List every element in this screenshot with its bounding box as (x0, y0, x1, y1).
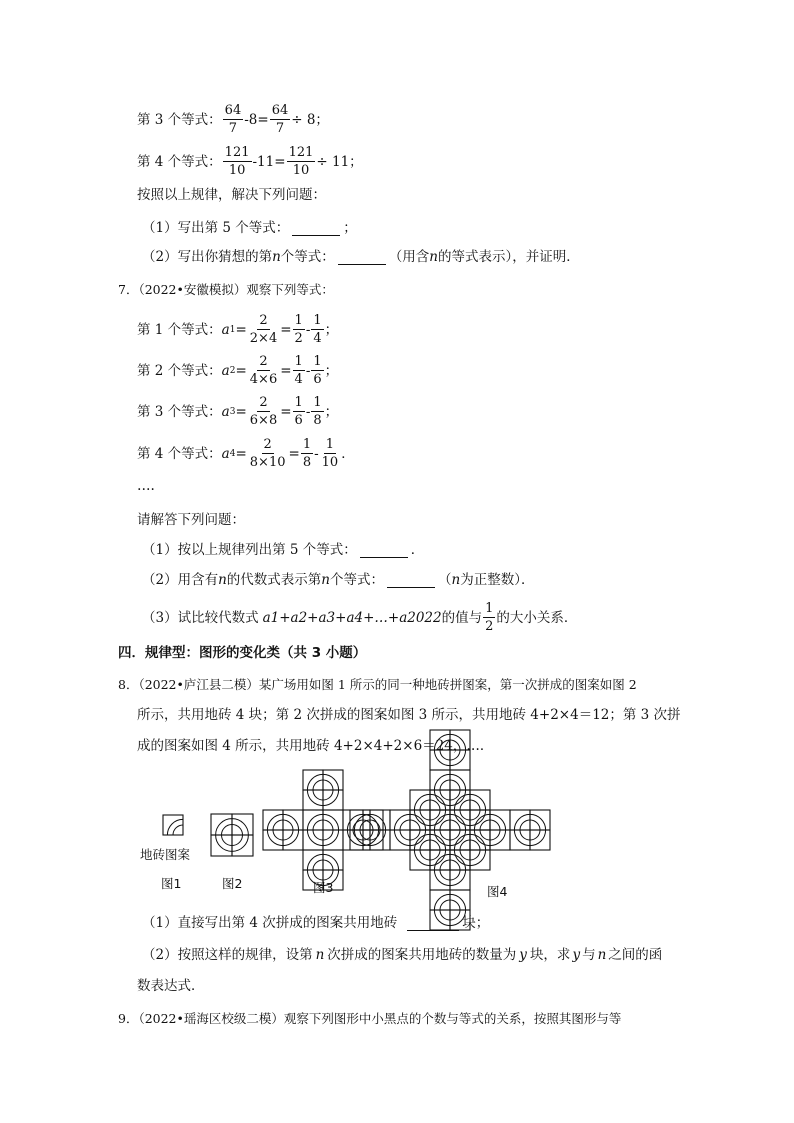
problem-text: 8．（2022•庐江县二模）某广场用如图 1 所示的同一种地砖拼图案，第一次拼成的图案如图 2 (118, 677, 637, 692)
eq-text: ； (324, 403, 339, 420)
tile-arc (307, 814, 323, 830)
tile-arc (530, 830, 540, 840)
question-text: （2）写出你猜想的第 (142, 249, 273, 265)
numerator: 64 (271, 103, 289, 118)
tile-arc (410, 830, 420, 840)
question-text: 的等式表示），并证明． (438, 249, 580, 265)
tile-arc (530, 820, 540, 830)
equals-sign: = (235, 321, 247, 338)
tile-arc (450, 750, 466, 766)
numerator: 1 (294, 354, 303, 369)
question-text: 的值与 (441, 609, 483, 626)
tile-arc (490, 830, 506, 846)
variable-n: n (272, 249, 281, 265)
subscript: 2 (229, 365, 236, 376)
tile-arc (273, 830, 283, 840)
tile-arc (440, 780, 450, 790)
denominator: 10 (228, 163, 246, 178)
minus-sign: - (305, 362, 311, 379)
question-text: （3）试比较代数式 (142, 609, 259, 626)
tile-arc (420, 840, 430, 850)
section-title: 四．规律型：图形的变化类（共 3 小题） (118, 645, 367, 661)
subscript: 3 (229, 406, 236, 417)
question-text: ． (410, 542, 425, 558)
problem-text: 成的图案如图 4 所示，共用地砖 4+2×4+2×6＝24，…． (137, 738, 494, 754)
numerator: 1 (325, 437, 335, 452)
tile-arc (430, 840, 440, 850)
question-text: （1）按以上规律列出第 5 个等式： (142, 542, 357, 558)
denominator: 4×6 (249, 372, 278, 387)
question-text: （2）按照这样的规律，设第 (142, 947, 313, 963)
variable-n: n (321, 572, 330, 588)
variable-a: a (221, 321, 230, 338)
question-text: ； (343, 220, 357, 236)
tile-arc (222, 835, 233, 846)
denominator: 10 (292, 163, 310, 178)
tile-arc (323, 830, 333, 840)
numerator: 1 (294, 395, 303, 410)
numerator: 1 (313, 354, 322, 369)
denominator: 8×10 (249, 455, 286, 470)
tile-arc (354, 814, 370, 830)
tile-arc (434, 774, 450, 790)
problem-text: 所示，共用地砖 4 块；第 2 次拼成的图案如图 3 所示，共用地砖 4+2×4＝12；第 3 次拼 (137, 707, 681, 723)
tile-arc (440, 860, 450, 870)
tile-arc (173, 825, 183, 835)
tile-arc (394, 814, 410, 830)
tile-arc (167, 819, 183, 835)
tile-arc (434, 870, 450, 886)
variable-n: n (218, 572, 227, 588)
question-text: 次拼成的图案共用地砖的数量为 (327, 947, 517, 963)
tile-arc (420, 850, 430, 860)
tile-arc (414, 794, 430, 810)
tile-arc (222, 825, 233, 836)
tile-arc (354, 830, 370, 846)
tile-arc (450, 780, 460, 790)
numerator: 2 (259, 313, 268, 328)
question-text: 与 (582, 947, 596, 963)
tile-arc (400, 830, 410, 840)
tile-arc (267, 814, 283, 830)
question-text: 块，求 (529, 947, 571, 963)
tile-arc (410, 820, 420, 830)
tile-arc (530, 814, 546, 830)
tile-arc (450, 830, 460, 840)
tile-arc (400, 820, 410, 830)
tile-arc (460, 840, 470, 850)
numerator: 1 (313, 395, 322, 410)
eq-label: 第 3 个等式： (137, 403, 222, 420)
tile-arc (440, 870, 450, 880)
question-text: 块； (462, 915, 490, 931)
tile-arc (480, 830, 490, 840)
figure-2-label: 图2 (222, 876, 243, 891)
eq-text: ； (324, 321, 339, 338)
numerator: 1 (313, 313, 322, 328)
tile-arc (323, 820, 333, 830)
tile-arc (470, 794, 486, 810)
tile-arc (430, 810, 440, 820)
tile-arc (323, 774, 339, 790)
question-text: （ (438, 572, 452, 588)
tile-arc (313, 790, 323, 800)
tile-arc (520, 820, 530, 830)
denominator: 4 (313, 331, 322, 346)
eq-label: 第 4 个等式： (137, 153, 222, 170)
denominator: 10 (321, 455, 339, 470)
variable-y: y (519, 947, 527, 963)
eq-label: 第 2 个等式： (137, 362, 222, 379)
tile-arc (283, 830, 293, 840)
numerator: 2 (259, 395, 268, 410)
tile-arc (216, 835, 232, 851)
tile-arc (530, 830, 546, 846)
tile-arc (440, 740, 450, 750)
tile-arc (323, 860, 333, 870)
denominator: 2 (485, 619, 494, 634)
p8-q2-line2 (137, 976, 205, 996)
variable-n: n (429, 249, 438, 265)
question-text: 的大小关系． (496, 609, 578, 626)
tile-arc (430, 850, 440, 860)
tile-arc (414, 850, 430, 866)
eq-text: ÷ 8； (291, 111, 329, 128)
numerator: 64 (224, 103, 242, 118)
eq-label: 第 4 个等式： (137, 445, 222, 462)
tile-arc (232, 835, 243, 846)
equals-sign: = (288, 445, 300, 462)
question-text: （用含 (388, 249, 430, 265)
numerator: 2 (259, 354, 268, 369)
tile-arc (440, 790, 450, 800)
denominator: 6 (313, 372, 322, 387)
tile-arc (283, 814, 299, 830)
denominator: 2 (294, 331, 303, 346)
tile-arc (440, 820, 450, 830)
problem-text: 9．（2022•瑶海区校级二模）观察下列图形中小黑点的个数与等式的关系，按照其图形与等 (118, 1011, 622, 1026)
tile-arc (440, 900, 450, 910)
tile-arc (450, 870, 460, 880)
tile-arc (313, 860, 323, 870)
numerator: 121 (224, 145, 250, 160)
tile-arc (450, 790, 460, 800)
tile-arc (283, 820, 293, 830)
tile-arc (450, 750, 460, 760)
tile-arc (267, 830, 283, 846)
tile-arc (307, 790, 323, 806)
variable-n: n (451, 572, 461, 588)
equals-sign: = (235, 362, 247, 379)
question-text: 的代数式表示第 (226, 572, 322, 588)
tile-arc (323, 814, 339, 830)
eq-text: ； (324, 362, 339, 379)
tile-arc (450, 774, 466, 790)
tile-arc (323, 790, 333, 800)
tile-arc (470, 800, 480, 810)
tile-arc (440, 830, 450, 840)
numerator: 121 (288, 145, 314, 160)
question-text: 个等式： (280, 249, 335, 265)
p8-q2-line1 (142, 945, 662, 965)
question-text: 为正整数）． (460, 572, 535, 588)
minus-sign: - (305, 321, 311, 338)
denominator: 2×4 (249, 331, 278, 346)
tile-arc (283, 830, 299, 846)
tile-arc (323, 780, 333, 790)
denominator: 8 (313, 413, 322, 428)
equals-sign: = (235, 445, 247, 462)
tile-arc (434, 750, 450, 766)
tile-arc (470, 840, 480, 850)
tile-arc (520, 830, 530, 840)
ellipsis-text: …. (137, 478, 155, 494)
tile-arc (460, 800, 470, 810)
tile-arc (470, 850, 480, 860)
variable-a: a (221, 403, 230, 420)
instruction-text: 按照以上规律，解决下列问题： (137, 187, 326, 203)
tile-arc (450, 740, 460, 750)
question-text: 之间的函 (608, 947, 663, 963)
denominator: 4 (294, 372, 303, 387)
subscript: 4 (229, 448, 236, 459)
variable-n: n (315, 947, 325, 963)
equals-sign: = (280, 321, 292, 338)
tile-arc (490, 820, 500, 830)
tile-arc (470, 850, 486, 866)
tile-arc (460, 810, 470, 820)
tile-arc (430, 800, 440, 810)
subscript: 1 (229, 324, 236, 335)
eq-text: ÷ 11； (316, 153, 363, 170)
eq-text: ． (341, 445, 355, 462)
denominator: 6×8 (249, 413, 278, 428)
figure-4-label: 图4 (487, 884, 508, 899)
tile-arc (514, 814, 530, 830)
tile-arc (490, 830, 500, 840)
tile-arc (307, 854, 323, 870)
tile-arc (434, 734, 450, 750)
tile-arc (216, 819, 232, 835)
eq-text: -8= (244, 111, 269, 128)
eq-text: -11= (252, 153, 286, 170)
variable-y: y (572, 947, 581, 963)
instruction-text: 请解答下列问题： (137, 512, 245, 528)
tile-arc (460, 850, 470, 860)
denominator: 8 (302, 455, 312, 470)
variable-n: n (597, 947, 607, 963)
eq-label: 第 1 个等式： (137, 321, 222, 338)
tile-arc (232, 835, 248, 851)
tile-arc (313, 820, 323, 830)
tile-arc (313, 830, 323, 840)
answer-blank[interactable] (407, 916, 459, 931)
p9-line1 (118, 1009, 621, 1029)
tile-arc (450, 860, 460, 870)
minus-sign: - (314, 445, 319, 462)
numerator: 1 (294, 313, 303, 328)
tile-arc (313, 780, 323, 790)
equals-sign: = (280, 403, 292, 420)
question-text: （1）直接写出第 4 次拼成的图案共用地砖 (142, 915, 398, 931)
tile-caption: 地砖图案 (140, 847, 191, 862)
p8-q1 (142, 913, 489, 933)
question-text: （1）写出第 5 个等式： (142, 220, 290, 236)
denominator: 6 (294, 413, 303, 428)
tile-arc (323, 830, 339, 846)
question-text: 个等式： (330, 572, 384, 588)
tile-arc (450, 820, 460, 830)
tile-arc (490, 814, 506, 830)
tile-arc (440, 750, 450, 760)
tile-arc (434, 894, 450, 910)
question-text: 数表达式． (137, 978, 205, 994)
variable-a: a (221, 362, 230, 379)
minus-sign: - (305, 403, 311, 420)
eq-label: 第 3 个等式： (137, 111, 222, 128)
numerator: 1 (485, 601, 494, 616)
equals-sign: = (280, 362, 292, 379)
tile-arc (232, 819, 248, 835)
tile-arc (323, 790, 339, 806)
tile-arc (420, 800, 430, 810)
tile-arc (450, 900, 460, 910)
figure-3-label: 图3 (313, 880, 334, 895)
tile-arc (420, 810, 430, 820)
tile-arc (307, 830, 323, 846)
numerator: 2 (263, 437, 272, 452)
tile-arc (480, 820, 490, 830)
tile-arc (450, 894, 466, 910)
sum-expression: a1+a2+a3+a4+…+a2022 (262, 609, 442, 626)
tile-arc (394, 830, 410, 846)
tile-arc (450, 734, 466, 750)
variable-a: a (221, 445, 230, 462)
tile-arc (450, 870, 466, 886)
tile-arc (307, 774, 323, 790)
problem-heading: 7．（2022•安徽模拟）观察下列等式： (118, 282, 334, 297)
denominator: 7 (275, 121, 285, 136)
question-text: （2）用含有 (142, 572, 219, 588)
tile-arc (232, 825, 243, 836)
denominator: 7 (228, 121, 238, 136)
tile-arc (323, 854, 339, 870)
tile-arc (273, 820, 283, 830)
figure-1-label: 图1 (161, 876, 182, 891)
tile-arc (470, 810, 480, 820)
numerator: 1 (302, 437, 312, 452)
tile-arc (514, 830, 530, 846)
equals-sign: = (235, 403, 247, 420)
